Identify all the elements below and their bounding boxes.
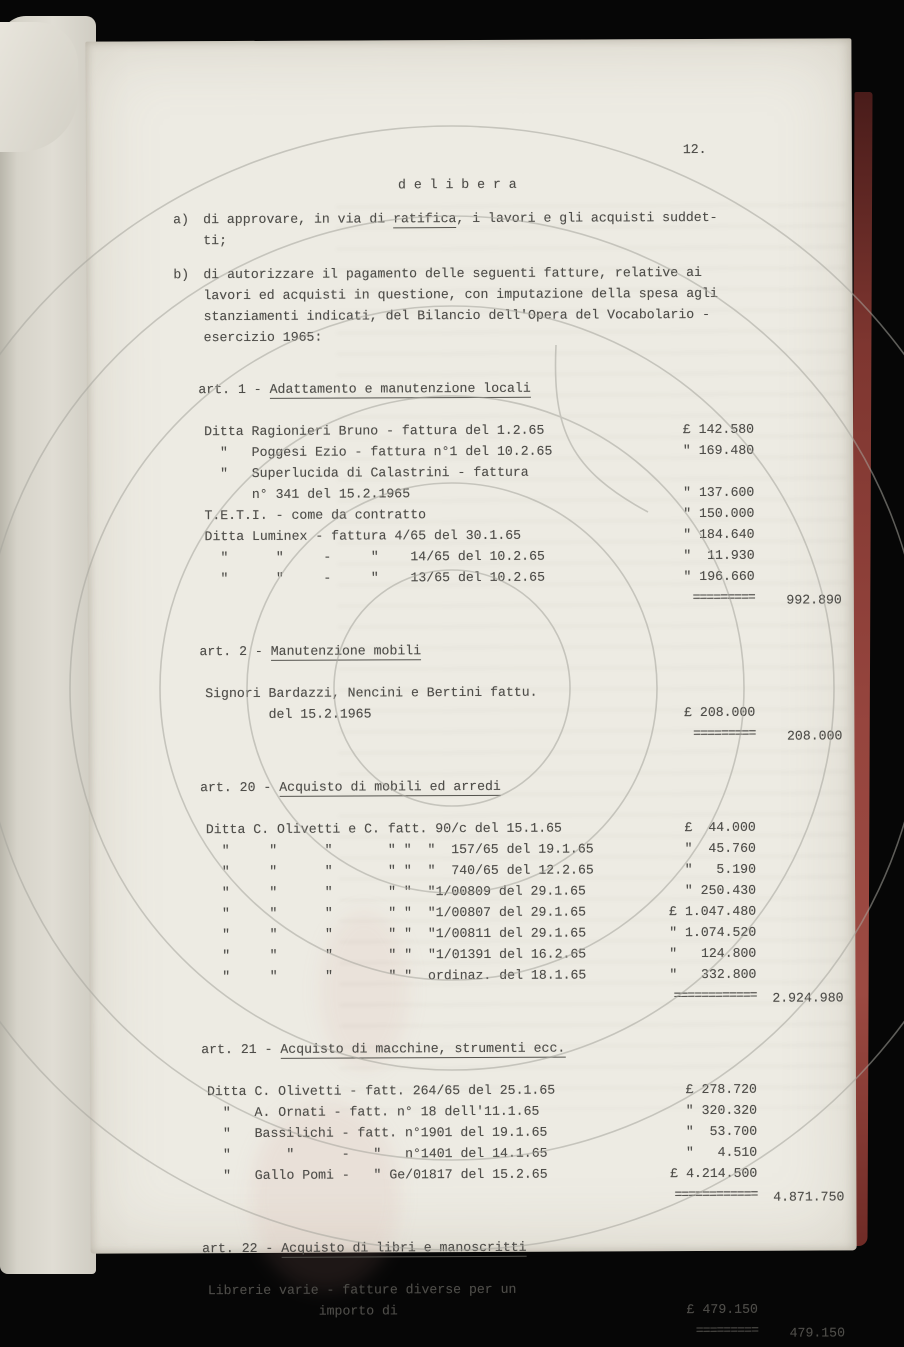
invoice-amount: " 11.930 xyxy=(683,547,755,564)
article-title: Acquisto di libri e manoscritti xyxy=(281,1239,527,1256)
invoice-row xyxy=(206,901,815,925)
invoice-amount: " 137.600 xyxy=(683,484,755,501)
invoice-amount: " 196.660 xyxy=(683,568,755,585)
invoice-row-text: importo di xyxy=(207,1303,398,1320)
paragraph xyxy=(173,207,812,252)
invoice-row xyxy=(207,1078,816,1102)
article-section xyxy=(154,1214,846,1343)
invoice-row-text: " " " " " ordinaz. del 18.1.65 xyxy=(206,967,587,985)
article-heading xyxy=(154,1015,816,1081)
article-title: Manutenzione mobili xyxy=(270,643,422,659)
article-total: 479.150 xyxy=(789,1325,846,1341)
subtotal-line xyxy=(206,985,844,1009)
invoice-row xyxy=(206,817,815,841)
double-rule: ============ xyxy=(673,987,757,1004)
article-total: 992.890 xyxy=(786,592,842,608)
invoice-row xyxy=(204,440,813,464)
invoice-row xyxy=(204,419,813,443)
invoice-row xyxy=(206,922,815,946)
document-title: d e l i b e r a xyxy=(397,176,517,193)
invoice-amount: " 250.430 xyxy=(684,882,757,899)
double-rule: ========= xyxy=(693,725,756,742)
article-total: 4.871.750 xyxy=(773,1189,845,1205)
invoice-row xyxy=(205,566,814,590)
article-total: 2.924.980 xyxy=(772,990,844,1006)
paragraph-lines xyxy=(203,207,812,252)
invoice-row-text: " " - " 13/65 del 10.2.65 xyxy=(204,569,546,587)
invoice-row-text: " A. Ornati - fatt. n° 18 dell'11.1.65 xyxy=(207,1103,540,1121)
article-heading xyxy=(152,754,814,820)
invoice-amount: £ 208.000 xyxy=(684,704,756,721)
invoice-row xyxy=(207,1099,816,1123)
invoice-row-text: del 15.2.1965 xyxy=(205,706,372,723)
invoice-row xyxy=(204,461,813,506)
article-section xyxy=(152,754,844,1009)
invoice-row xyxy=(207,1162,816,1186)
typed-content xyxy=(150,139,846,1344)
double-rule: ========= xyxy=(695,1322,759,1339)
invoice-row xyxy=(205,545,814,569)
underlined-word: ratifica xyxy=(393,211,457,227)
article-label: art. 22 - xyxy=(202,1240,282,1257)
article-title: Acquisto di mobili ed arredi xyxy=(279,778,501,795)
invoice-amount: £ 479.150 xyxy=(686,1301,758,1318)
invoice-row xyxy=(207,1141,816,1165)
invoice-rows xyxy=(205,681,814,726)
invoice-row xyxy=(206,880,815,904)
invoice-row-text: " " " " " "1/00809 del 29.1.65 xyxy=(206,883,586,901)
paragraph-label: a) xyxy=(173,212,189,228)
invoice-row-text: Ditta C. Olivetti - fatt. 264/65 del 25.1.65 xyxy=(206,1082,556,1100)
book-page-stack-edge xyxy=(0,16,96,1274)
paragraph-line: ti; xyxy=(203,233,228,249)
paragraph-line: lavori ed acquisti in questione, con imputazione della spesa agli xyxy=(203,285,718,304)
invoice-row-text: " " " " " "1/01391 del 16.2.65 xyxy=(206,946,587,964)
invoice-row xyxy=(204,503,813,527)
invoice-amount: " 320.320 xyxy=(685,1102,758,1119)
invoice-row-text: " " " " " "1/00811 del 29.1.65 xyxy=(206,925,587,943)
article-title: Acquisto di macchine, strumenti ecc. xyxy=(280,1040,566,1057)
article-label: art. 1 - xyxy=(198,381,270,398)
invoice-row-text: Signori Bardazzi, Nencini e Bertini fattu. xyxy=(205,684,538,702)
article-list xyxy=(151,356,846,1344)
invoice-amount: " 1.074.520 xyxy=(669,924,757,941)
invoice-row xyxy=(206,943,815,967)
invoice-row-text: " " - " 14/65 del 10.2.65 xyxy=(204,548,545,566)
invoice-amount: " 4.510 xyxy=(685,1144,758,1161)
invoice-amount: " 332.800 xyxy=(669,966,757,983)
invoice-row-text: " Superlucida di Calastrini - fattura xyxy=(204,464,529,482)
subtotal-line xyxy=(205,587,842,611)
paragraph-lines xyxy=(203,262,812,349)
invoice-amount: £ 142.580 xyxy=(682,421,755,438)
page-number: 12. xyxy=(682,141,707,158)
article-section xyxy=(154,1015,845,1207)
subtotal-line xyxy=(207,1183,845,1207)
invoice-rows xyxy=(207,1078,816,1186)
invoice-amount: £ 278.720 xyxy=(685,1081,757,1098)
paragraph-line: di autorizzare il pagamento delle seguenti fatture, relative ai xyxy=(203,264,702,283)
paragraph-line: di approvare, in via di ratifica, i lavori e gli acquisti suddet- xyxy=(203,209,718,228)
invoice-row xyxy=(206,859,815,883)
invoice-row-text: " Poggesi Ezio - fattura n°1 del 10.2.65 xyxy=(204,443,553,461)
invoice-row xyxy=(204,524,813,548)
invoice-amount: £ 4.214.500 xyxy=(670,1165,758,1182)
document-page xyxy=(85,38,856,1341)
paragraph-line: stanziamenti indicati, del Bilancio dell'Opera del Vocabolario - xyxy=(203,306,711,325)
invoice-row-text: " " " " " " 740/65 del 12.2.65 xyxy=(205,862,594,880)
article-total: 208.000 xyxy=(786,728,843,744)
invoice-row xyxy=(206,964,815,988)
subtotal-line xyxy=(208,1319,846,1343)
invoice-row-text: Ditta C. Olivetti e C. fatt. 90/c del 15.1.65 xyxy=(205,820,562,838)
invoice-row-text: " " " " " " 157/65 del 19.1.65 xyxy=(205,841,594,859)
invoice-row-text: " Gallo Pomi - " Ge/01817 del 15.2.65 xyxy=(207,1166,548,1184)
double-rule: ============ xyxy=(674,1186,758,1203)
paragraph-line: esercizio 1965: xyxy=(203,329,323,346)
invoice-rows xyxy=(204,419,814,590)
invoice-row xyxy=(205,681,814,726)
invoice-amount: " 53.700 xyxy=(685,1123,758,1140)
article-section xyxy=(151,356,842,611)
invoice-row-text: " " " " " "1/00807 del 29.1.65 xyxy=(206,904,587,922)
article-title: Adattamento e manutenzione locali xyxy=(269,380,531,397)
article-label: art. 20 - xyxy=(200,779,280,796)
article-heading xyxy=(152,618,814,684)
preamble-paragraphs xyxy=(150,207,813,349)
article-label: art. 21 - xyxy=(201,1041,281,1058)
invoice-rows xyxy=(206,817,816,988)
invoice-amount: " 5.190 xyxy=(684,861,757,878)
invoice-amount: " 150.000 xyxy=(683,505,755,522)
invoice-amount: " 124.800 xyxy=(669,945,757,962)
article-heading xyxy=(154,1214,816,1280)
invoice-row xyxy=(207,1120,816,1144)
subtotal-line xyxy=(205,723,843,747)
article-label: art. 2 - xyxy=(199,643,271,660)
invoice-amount: " 169.480 xyxy=(682,442,755,459)
invoice-amount: " 45.760 xyxy=(684,840,756,857)
invoice-row-text: T.E.T.I. - come da contratto xyxy=(204,507,427,524)
invoice-row-text: " " - " n°1401 del 14.1.65 xyxy=(207,1145,548,1163)
paragraph-label: b) xyxy=(173,267,190,283)
invoice-amount: " 184.640 xyxy=(683,526,755,543)
invoice-row xyxy=(206,838,815,862)
paragraph xyxy=(173,262,812,349)
invoice-row-text: Ditta Luminex - fattura 4/65 del 30.1.65 xyxy=(204,527,522,545)
double-rule: ========= xyxy=(692,589,755,606)
invoice-row-text: n° 341 del 15.2.1965 xyxy=(204,486,411,503)
article-section xyxy=(152,618,843,747)
invoice-row-text: Ditta Ragionieri Bruno - fattura del 1.2.65 xyxy=(204,422,545,440)
invoice-row-text: " Bassilichi - fatt. n°1901 del 19.1.65 xyxy=(207,1124,548,1142)
invoice-row-text: Librerie varie - fatture diverse per un xyxy=(207,1281,517,1299)
invoice-amount: £ 44.000 xyxy=(684,819,756,836)
invoice-amount: £ 1.047.480 xyxy=(669,903,757,920)
article-heading xyxy=(151,356,813,422)
